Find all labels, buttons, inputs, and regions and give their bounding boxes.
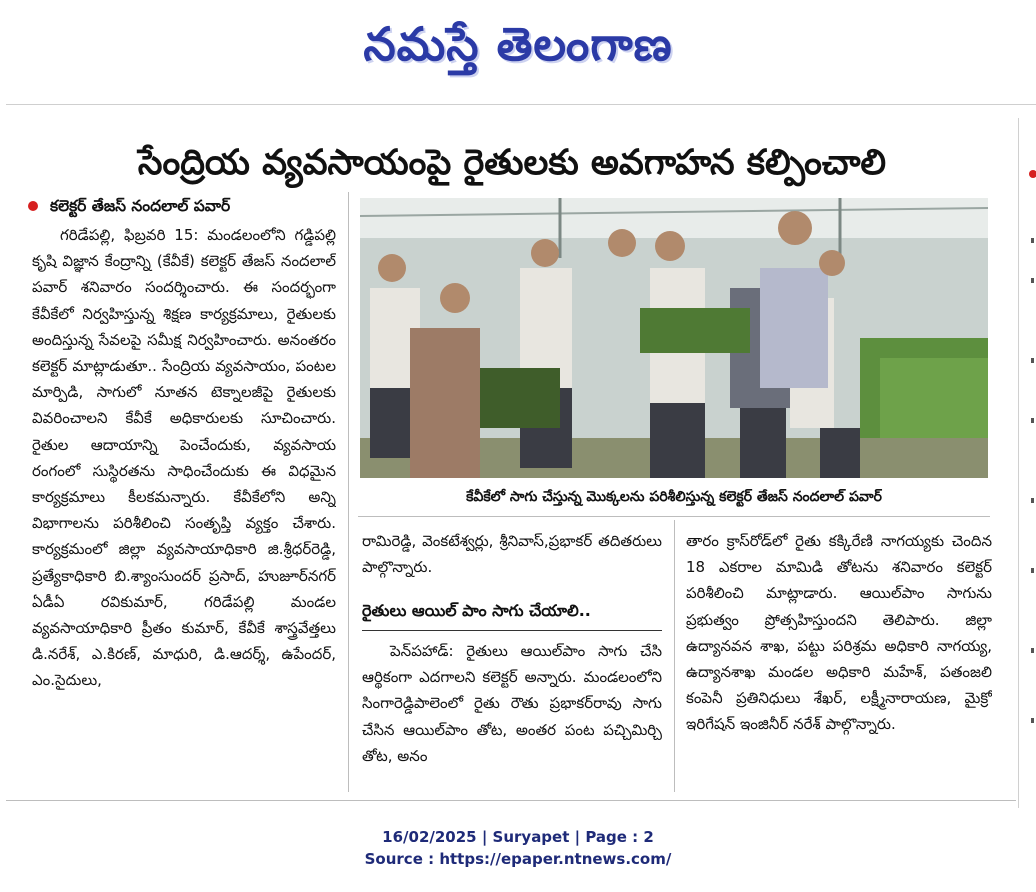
column-divider-1 <box>348 192 349 792</box>
footer-source: Source : https://epaper.ntnews.com/ <box>364 850 672 868</box>
article-column-1 <box>32 222 336 782</box>
caption-divider <box>358 516 990 517</box>
page-footer <box>0 826 1036 878</box>
newspaper-masthead <box>0 0 1036 100</box>
footer-date-edition: 16/02/2025 | Suryapet | Page : 2 <box>382 828 654 846</box>
article-column-2-top <box>362 528 662 588</box>
byline-text: కలెక్టర్ తేజస్ నందలాల్ పవార్ <box>50 197 231 215</box>
red-bullet-icon <box>28 201 38 211</box>
column-2-top-text: రామిరెడ్డి, వెంకటేశ్వర్లు, శ్రీనివాస్,ప్రభాకర్ తదితరులు పాల్గొన్నారు. <box>362 532 662 577</box>
adjacent-bullet-icon <box>1029 170 1036 178</box>
article-byline <box>28 194 358 218</box>
column-2-bottom-text: పెన్‌పహాడ్: రైతులు ఆయిల్‌పాం సాగు చేసి ఆర్థికంగా ఎదగాలని కలెక్టర్ అన్నారు. మండలంలోని సింగారెడ్డిపాలెంలో రైతు రౌతు ప్రభాకర్‌రావు సాగు చేసిన ఆయిల్‌పాం తోట, అంతర పంట పచ్చిమిర్చి తోట, అనం <box>362 642 662 765</box>
column-divider-2 <box>674 520 675 792</box>
column-3-text: తారం క్రాస్‌రోడ్‌లో రైతు కక్కిరేణి నాగయ్యకు చెందిన 18 ఎకరాల మామిడి తోటను శనివారం కలెక్టర్ పరిశీలించి మాట్లాడారు. ఆయిల్‌పాం సాగును ప్రభుత్వం ప్రోత్సహిస్తుందని తెలిపారు. జిల్లా ఉద్యానవన శాఖ, పట్టు పరిశ్రమ అధికారి నాగయ్య, ఉద్యానశాఖ మండల అధికారి మహేశ్, పతంజలి కంపెనీ ప్రతినిధులు శేఖర్, లక్ష్మీనారాయణ, మైక్రో ఇరిగేషన్ ఇంజినీర్ నరేశ్ పాల్గొన్నారు. <box>686 532 992 734</box>
column-1-text: గరిడేపల్లి, ఫిబ్రవరి 15: మండలంలోని గడ్డిపల్లి కృషి విజ్ఞాన కేంద్రాన్ని (కేవీకే) కలెక్టర్ తేజస్ నందలాల్ పవార్ శనివారం సందర్శించారు. ఈ సందర్భంగా కేవీకేలో నిర్వహిస్తున్న శిక్షణ కార్యక్రమాలు, రైతులకు అందిస్తున్న సేవలపై సమీక్ష నిర్వహించారు. అనంతరం కలెక్టర్ మాట్లాడుతూ.. సేంద్రియ వ్యవసాయం, పంటల మార్పిడి, సాగులో నూతన టెక్నాలజీపై రైతులకు వివరించాలని కేవీకే అధికారులకు సూచించారు. రైతుల ఆదాయాన్ని పెంచేందుకు, వ్యవసాయ రంగంలో సుస్థిరతను సాధించేందుకు ఈ విధమైన కార్యక్రమాలు కీలకమన్నారు. కేవీకేలోని అన్ని విభాగాలను పరిశీలించి సంతృప్తి వ్యక్తం చేశారు. కార్యక్రమంలో జిల్లా వ్యవసాయాధికారి జి.శ్రీధర్‌రెడ్డి, ప్రత్యేకాధికారి బి.శ్యాంసుందర్ ప్రసాద్, హుజూర్‌నగర్ ఏడీఏ రవికుమార్, గరిడేపల్లి మండల వ్యవసాయాధికారి ప్రీతం కుమార్, కేవీకే శాస్త్రవేత్తలు డి.నరేశ్, ఎ.కిరణ్, మాధురి, డి.ఆదర్శ్, ఉపేందర్, ఎం.సైదులు, <box>32 226 336 690</box>
article-subheadline: రైతులు ఆయిల్ పాం సాగు చేయాలి.. <box>362 601 591 620</box>
article-column-2-bottom <box>362 638 662 782</box>
article-headline: సేంద్రియ వ్యవసాయంపై రైతులకు అవగాహన కల్పించాలి <box>137 143 887 184</box>
article-bottom-rule <box>6 800 1016 801</box>
photo-caption: కేవీకేలో సాగు చేస్తున్న మొక్కలను పరిశీలిస్తున్న కలెక్టర్ తేజస్ నందలాల్ పవార్ <box>466 489 882 505</box>
article-photo <box>360 198 988 478</box>
masthead-title: నమస్తే తెలంగాణ <box>363 17 673 71</box>
farm-visit-photo-illustration <box>360 198 988 478</box>
subheadline-underline <box>362 630 662 631</box>
adjacent-article-strip <box>1018 118 1036 808</box>
article-column-3 <box>686 528 992 782</box>
